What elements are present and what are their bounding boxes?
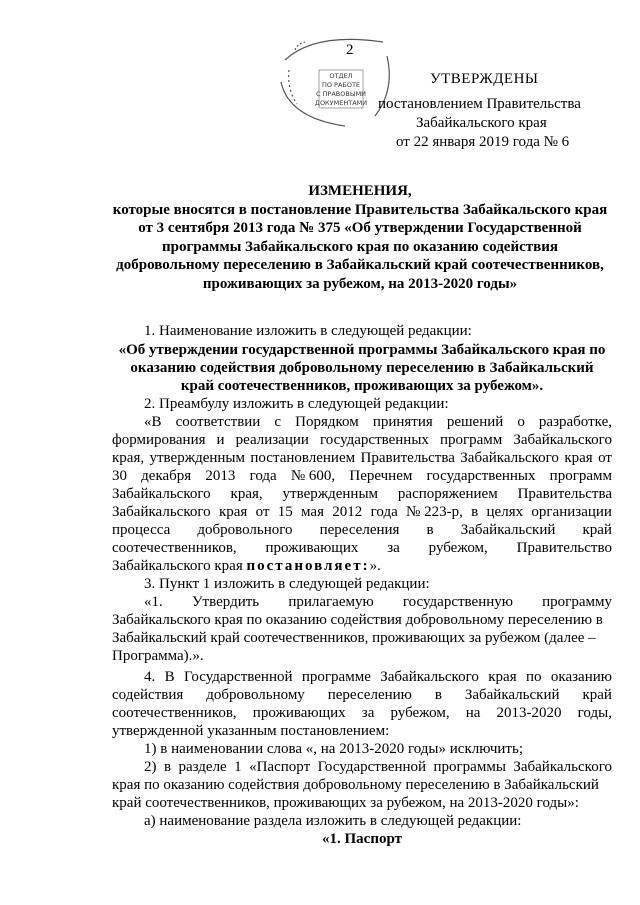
word: В — [164, 669, 175, 685]
word: программ — [549, 468, 612, 484]
word: реализации — [235, 432, 309, 448]
word: Забайкальского — [513, 759, 612, 775]
word: государственных — [319, 432, 429, 448]
word: программ — [439, 432, 503, 448]
word: 15 — [277, 504, 293, 520]
item-2-text-line — [112, 539, 612, 557]
item-2-text-line — [144, 413, 612, 431]
word: и — [216, 432, 225, 448]
heading-line-3: программы Забайкальского края по оказанию содействия — [162, 238, 558, 255]
word: 1 — [234, 759, 242, 775]
approval-line-1: постановлением Правительства — [378, 96, 581, 112]
official-stamp — [275, 30, 393, 130]
word: «1. — [144, 594, 163, 610]
item-3-text-line — [144, 593, 612, 611]
stamp-line-4: ДОКУМЕНТАМИ — [314, 99, 368, 107]
word: 2013 — [205, 468, 236, 484]
word: принятия — [372, 414, 433, 430]
item-2: 2. Преамбулу изложить в следующей редакции: — [144, 396, 449, 412]
word: по — [525, 669, 542, 685]
word: № 600, — [290, 468, 336, 484]
word: содействия — [112, 687, 184, 703]
word: 2012 — [332, 504, 363, 520]
item-2-text-line — [112, 449, 612, 467]
item-4-line — [144, 668, 612, 686]
word: годы, — [577, 705, 612, 721]
word: 30 — [112, 468, 127, 484]
word: Правительства — [360, 450, 455, 466]
approval-line-3: от 22 января 2019 года № 6 — [396, 134, 570, 150]
word: программы — [433, 759, 506, 775]
word: рубежом, — [428, 540, 488, 556]
item-3-text-line-4: Программа).». — [112, 648, 204, 664]
word: в — [163, 759, 172, 775]
word: о — [517, 414, 525, 430]
word: Забайкальского — [380, 669, 479, 685]
item-4-line — [112, 686, 612, 704]
stamp-line-1: ОТДЕЛ — [329, 72, 353, 80]
item-2-text-last — [112, 557, 612, 575]
word: Забайкальского — [112, 486, 211, 502]
heading-line-5: проживающих за рубежом, на 2013-2020 годы» — [202, 275, 518, 292]
page-number: 2 — [346, 42, 354, 58]
item-4-1: 1) в наименовании слова «, на 2013-2020 годы» исключить; — [144, 741, 523, 757]
item-2-text-line — [112, 467, 612, 485]
item-4-line — [112, 704, 612, 722]
word: организации — [531, 504, 612, 520]
word: «В — [144, 414, 162, 430]
item-4-2-line — [144, 758, 612, 776]
approval-line-2: Забайкальского края — [416, 115, 547, 131]
word: Утвердить — [191, 594, 260, 610]
word: края, — [230, 486, 263, 502]
word: целях — [486, 504, 524, 520]
word: декабря — [141, 468, 192, 484]
stamp-line-3: С ПРАВОВЫМИ — [315, 90, 367, 98]
heading-line-1: которые вносятся в постановление Правительства Забайкальского края — [112, 201, 608, 218]
word: Забайкальского — [513, 432, 612, 448]
word: край — [582, 522, 612, 538]
word: соответствии — [175, 414, 261, 430]
word: Государственной — [184, 669, 293, 685]
word: проживающих — [265, 540, 359, 556]
word: в — [471, 504, 479, 520]
word: Порядком — [295, 414, 359, 430]
word: Забайкальского — [112, 504, 211, 520]
word: государственную — [402, 594, 513, 610]
decree-end: ». — [369, 558, 381, 574]
item-3-text-line-2: Забайкальского края по оказанию содействия добровольному переселению в — [112, 612, 603, 628]
word: с — [274, 414, 282, 430]
word: на — [465, 705, 481, 721]
item-4-2-line-3: край соотечественников, проживающих за рубежом, на 2013-2020 годы»: — [112, 795, 579, 811]
word: добровольного — [197, 522, 293, 538]
word: Правительства — [517, 486, 612, 502]
item-1-bold-1: «Об утверждении государственной программы Забайкальского края по — [118, 342, 606, 358]
word: года — [370, 504, 398, 520]
word: в — [426, 522, 434, 538]
word: 4. — [144, 669, 156, 685]
word: программу — [542, 594, 612, 610]
item-4-2a: а) наименование раздела изложить в следующей редакции: — [144, 813, 522, 829]
heading-title: ИЗМЕНЕНИЯ, — [308, 183, 412, 199]
word: прилагаемую — [288, 594, 374, 610]
word: мая — [301, 504, 324, 520]
heading-line-4: добровольному переселению в Забайкальский край соотечественников, — [116, 257, 604, 273]
word: соотечественников, — [112, 540, 237, 556]
item-2-text-line — [112, 431, 612, 449]
item-2-text-line — [112, 503, 612, 521]
word: края — [488, 669, 517, 685]
word: разработке, — [538, 414, 612, 430]
document-heading — [110, 182, 610, 293]
decree-start: Забайкальского края — [112, 558, 247, 574]
item-1-bold-3: край соотечественников, проживающих за рубежом». — [180, 378, 544, 394]
word: Забайкальский — [464, 687, 560, 703]
word: проживающих — [252, 705, 346, 721]
word: постановлением — [250, 450, 356, 466]
heading-line-2: от 3 сентября 2013 года № 375 «Об утверждении Государственной — [138, 220, 582, 236]
item-4-line-4: утвержденной указанным постановлением: — [112, 723, 390, 739]
word: утвержденным — [149, 450, 245, 466]
stamp-line-2: ПО РАБОТЕ — [321, 81, 361, 89]
item-3-text-line-3: Забайкальский край соотечественников, проживающих за рубежом (далее – — [112, 630, 596, 646]
word: формирования — [112, 432, 206, 448]
word: утвержденным — [282, 486, 379, 502]
word: «Паспорт — [249, 759, 311, 775]
word: переселения — [319, 522, 400, 538]
word: в — [434, 687, 442, 703]
word: за — [387, 540, 400, 556]
word: соотечественников, — [112, 705, 237, 721]
word: край — [582, 687, 612, 703]
item-3: 3. Пункт 1 изложить в следующей редакции: — [144, 576, 430, 592]
word: от — [598, 450, 612, 466]
word: края — [564, 450, 593, 466]
approval-title: УТВЕРЖДЕНЫ — [430, 71, 539, 87]
word: края — [218, 504, 248, 520]
item-2-text-line — [112, 485, 612, 503]
word: Государственной — [317, 759, 427, 775]
word: 2) — [144, 759, 157, 775]
word: рубежом, — [390, 705, 450, 721]
word: решений — [446, 414, 504, 430]
word: программе — [301, 669, 371, 685]
word: за — [361, 705, 375, 721]
item-2-text-line — [112, 521, 612, 539]
passport-heading: «1. Паспорт — [322, 831, 402, 847]
word: оказанию — [550, 669, 612, 685]
word: процесса — [112, 522, 171, 538]
word: Перечнем — [349, 468, 413, 484]
word: года — [249, 468, 277, 484]
item-1-bold-2: оказанию содействия добровольному переселению в Забайкальский — [130, 360, 594, 376]
decree-keyword: постановляет: — [246, 558, 370, 574]
word: Забайкальского — [460, 450, 559, 466]
item-4-2-line-2: края по оказанию содействия добровольному переселению в Забайкальский — [112, 777, 599, 793]
word: государственных — [426, 468, 536, 484]
word: распоряжением — [397, 486, 498, 502]
word: № 223-р, — [406, 504, 463, 520]
word: края, — [112, 450, 145, 466]
word: 2013-2020 — [496, 705, 562, 721]
word: разделе — [178, 759, 227, 775]
word: от — [255, 504, 270, 520]
word: переселению — [327, 687, 412, 703]
item-1: 1. Наименование изложить в следующей редакции: — [144, 323, 472, 339]
word: Забайкальский — [460, 522, 556, 538]
word: добровольному — [206, 687, 305, 703]
word: Правительство — [516, 540, 612, 556]
